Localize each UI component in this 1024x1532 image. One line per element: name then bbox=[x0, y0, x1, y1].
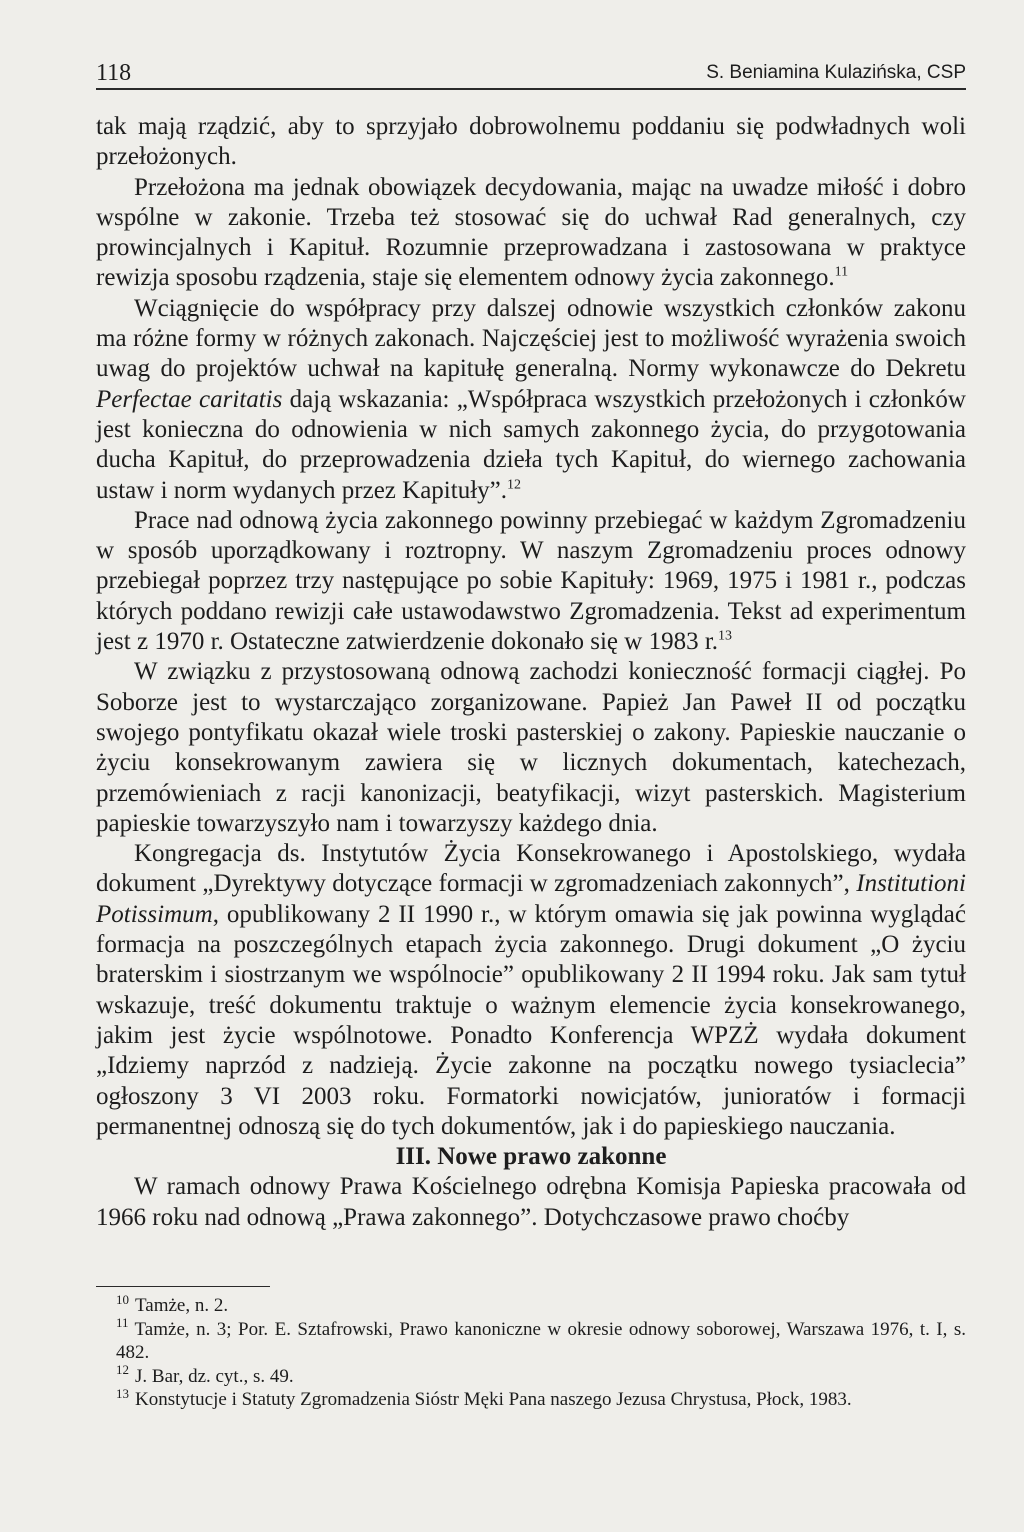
footnote-12: $^{12}$ J. Bar, dz. cyt., s. 49. bbox=[116, 1362, 294, 1387]
paragraph-3: Wciągnięcie do współpracy przy dalszej odnowie wszystkich członków zakonu ma różne formy w różnych zakonach. Najczęściej jest to możliwość wyrażenia swoich uwag do projektów uchwał na kapitułę generalną. Normy wykonawcze do Dekretu Perfectae caritatis dają wskazania: „Współpraca wszystkich przełożonych i członków jest konieczna do odnowienia w nich samych zakonnego życia, do przygotowania ducha Kapituł, do przeprowadzenia dzieła tych Kapituł, do wiernego zachowania ustaw i norm wydanych przez Kapituły”.$^{12}$ bbox=[96, 294, 966, 504]
decree-title: Perfectae caritatis bbox=[96, 385, 283, 413]
paragraph-4: Prace nad odnową życia zakonnego powinny przebiegać w każdym Zgromadzeniu w sposób uporządkowany i roztropny. W naszym Zgromadzeniu proces odnowy przebiegał poprzez trzy następujące po sobie Kapituły: 1969, 1975 i 1981 r., podczas których poddano rewizji całe ustawodawstwo Zgromadzenia. Tekst ad experimentum jest z 1970 r. Ostateczne zatwierdzenie dokonało się w 1983 r.$^{13}$ bbox=[96, 506, 966, 656]
footnote-ref-12[interactable]: 12 bbox=[507, 477, 521, 493]
paragraph-6: Kongregacja ds. Instytutów Życia Konsekrowanego i Apostolskiego, wydała dokument „Dyrektywy dotyczące formacji w zgromadzeniach zakonnych”, Institutioni Potissimum, opublikowany 2 II 1990 r., w którym omawia się jak powinna wyglądać formacja na poszczególnych etapach życia zakonnego. Drugi dokument „O życiu braterskim i siostrzanym we wspólnocie” opublikowany 2 II 1994 roku. Jak sam tytuł wskazuje, treść dokumentu traktuje o ważnym elemencie życia konsekrowanego, jakim jest życie wspólnotowe. Ponadto Konferencja WPZŻ wydała dokument „Idziemy naprzód z nadzieją. Życie zakonne na początku nowego tysiaclecia” ogłoszony 3 VI 2003 roku. Formatorki nowicjatów, junioratów i formacji permanentnej odnoszą się do tych dokumentów, jak i do papieskiego nauczania. bbox=[96, 840, 966, 1140]
footnote-separator bbox=[96, 1286, 270, 1287]
footnote-11: $^{11}$ Tamże, n. 3; Por. E. Sztafrowski, Prawo kanoniczne w okresie odnowy soborowej, Warszawa 1976, t. I, s. 482. bbox=[116, 1315, 966, 1363]
document-title-italic: Institutioni Potissimum bbox=[96, 870, 966, 928]
footnote-13: $^{13}$ Konstytucje i Statuty Zgromadzenia Sióstr Męki Pana naszego Jezusa Chrystusa, Płock, 1983. bbox=[116, 1385, 852, 1410]
section-heading: III. Nowe prawo zakonne bbox=[395, 1143, 667, 1171]
paragraph-2: Przełożona ma jednak obowiązek decydowania, mając na uwadze miłość i dobro wspólne w zakonie. Trzeba też stosować się do uchwał Rad generalnych, czy prowincjalnych i Kapituł. Rozumnie przeprowadzana i zastosowana w praktyce rewizja sposobu rządzenia, staje się elementem odnowy życia zakonnego.$^{11}$ bbox=[96, 173, 966, 292]
paragraph-5: W związku z przystosowaną odnową zachodzi konieczność formacji ciągłej. Po Soborze jest to wystarczająco zorganizowane. Papież Jan Paweł II od początku swojego pontyfikatu okazał wiele troski pasterskiej o zakony. Papieskie nauczanie o życiu konsekrowanym zawiera się w licznych dokumentach, katechezach, przemówieniach z racji kanonizacji, beatyfikacji, wizyt pasterskich. Magisterium papieskie towarzyszyło nam i towarzyszy każdego dnia. bbox=[96, 658, 966, 837]
paragraph-1: tak mają rządzić, aby to sprzyjało dobrowolnemu poddaniu się podwładnych woli przełożonych. bbox=[96, 113, 966, 171]
running-header bbox=[96, 60, 966, 86]
paragraph-7: W ramach odnowy Prawa Kościelnego odrębna Komisja Papieska pracowała od 1966 roku nad odnową „Prawa zakonnego”. Dotychczasowe prawo choćby bbox=[96, 1173, 966, 1231]
page-number: 118 bbox=[96, 60, 132, 86]
footnote-10: $^{10}$ Tamże, n. 2. bbox=[116, 1291, 229, 1316]
header-rule bbox=[96, 88, 966, 90]
footnote-ref-11[interactable]: 11 bbox=[834, 265, 849, 281]
footnote-ref-13[interactable]: 13 bbox=[718, 628, 733, 644]
footnotes bbox=[96, 1291, 966, 1412]
running-head-author: S. Beniamina Kulazińska, CSP bbox=[706, 62, 966, 83]
body-text bbox=[96, 112, 966, 1233]
